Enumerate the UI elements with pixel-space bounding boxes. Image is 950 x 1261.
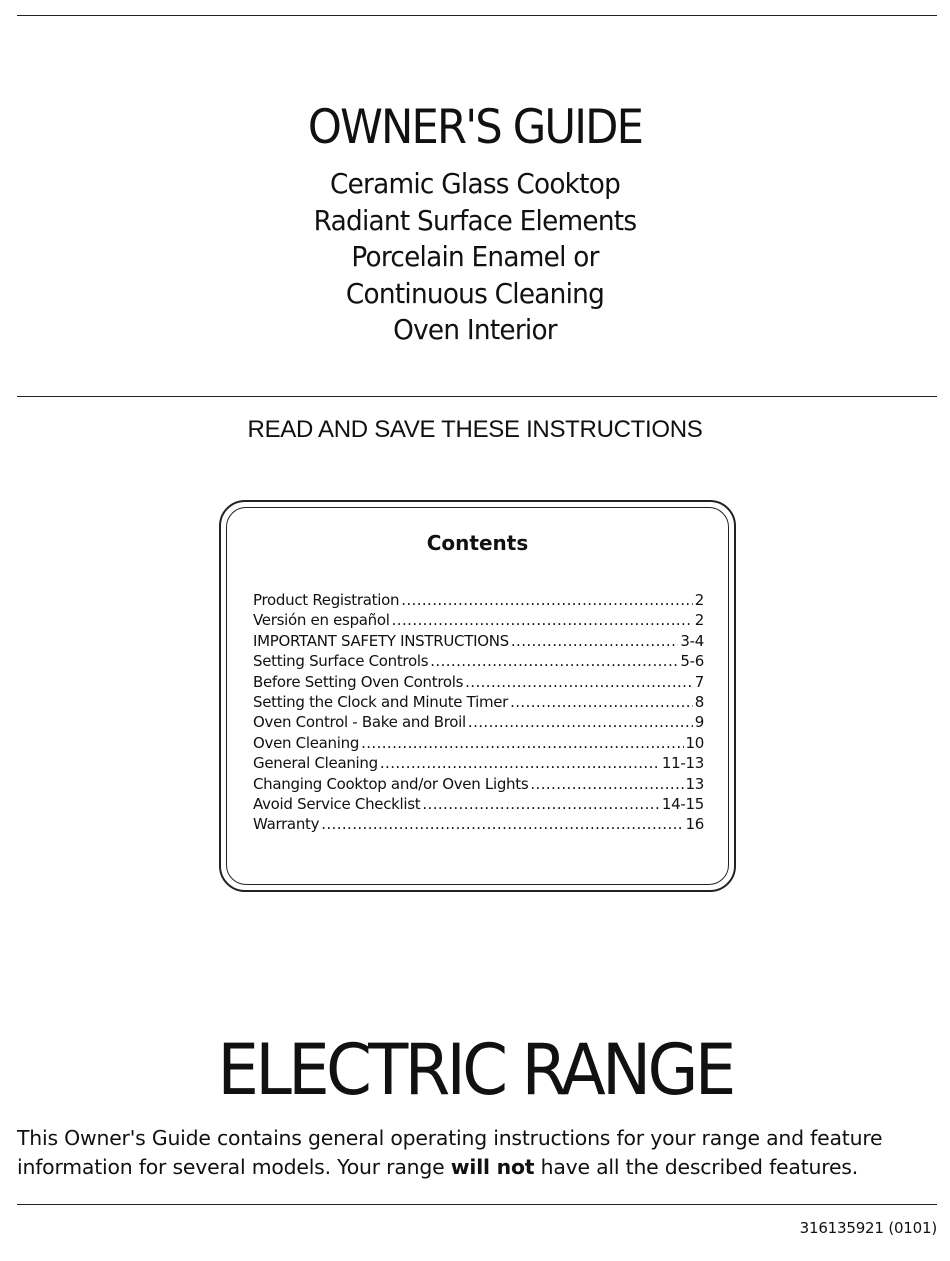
toc-entry-label: Oven Control - Bake and Broil: [253, 713, 466, 732]
toc-entry: [253, 692, 704, 712]
disclaimer-emphasis: will not: [450, 1155, 535, 1179]
guide-title: OWNER'S GUIDE: [307, 100, 643, 155]
toc-entry-label: Changing Cooktop and/or Oven Lights: [253, 774, 529, 793]
read-save-notice: READ AND SAVE THESE INSTRUCTIONS: [247, 416, 703, 443]
table-of-contents: [253, 590, 704, 835]
subtitle-line: Radiant Surface Elements: [313, 203, 637, 237]
toc-entry: [253, 733, 704, 753]
toc-entry-page: 14-15: [661, 794, 704, 813]
toc-leader-dots: [422, 794, 660, 814]
top-divider: [17, 15, 937, 16]
disclaimer-text-part: have all the described features.: [534, 1155, 858, 1179]
toc-entry-page: 11-13: [661, 754, 704, 773]
toc-leader-dots: [465, 672, 693, 692]
toc-entry-page: 3-4: [680, 631, 704, 650]
toc-entry-page: 9: [694, 713, 704, 732]
toc-entry-label: IMPORTANT SAFETY INSTRUCTIONS: [253, 631, 509, 650]
disclaimer-text: [17, 1124, 942, 1182]
toc-leader-dots: [530, 774, 683, 794]
toc-entry-label: Oven Cleaning: [253, 733, 360, 752]
bottom-divider: [17, 1204, 937, 1205]
toc-entry-page: 8: [694, 692, 704, 711]
toc-entry-label: Before Setting Oven Controls: [253, 672, 464, 691]
toc-leader-dots: [511, 631, 679, 651]
toc-entry: [253, 610, 704, 630]
toc-entry-page: 13: [685, 774, 704, 793]
toc-entry-page: 5-6: [680, 652, 704, 671]
toc-entry-label: General Cleaning: [253, 754, 378, 773]
toc-leader-dots: [380, 753, 660, 773]
toc-entry: [253, 794, 704, 814]
subtitle-line: Continuous Cleaning: [345, 276, 605, 310]
subtitle-line: Ceramic Glass Cooktop: [329, 167, 621, 200]
document-number: 316135921 (0101): [799, 1219, 937, 1237]
disclaimer-line: This Owner's Guide contains general operating instructions for your range and feature: [17, 1126, 883, 1150]
toc-entry: [253, 712, 704, 732]
toc-entry-label: Avoid Service Checklist: [253, 794, 421, 813]
toc-entry-page: 10: [685, 733, 704, 752]
toc-entry: [253, 590, 704, 610]
toc-entry-label: Warranty: [253, 815, 320, 834]
toc-entry: [253, 672, 704, 692]
toc-leader-dots: [401, 590, 693, 610]
product-title: ELECTRIC RANGE: [217, 1029, 733, 1111]
toc-entry-page: 16: [685, 815, 704, 834]
contents-heading: Contents: [426, 531, 529, 555]
toc-entry: [253, 774, 704, 794]
disclaimer-line: [17, 1153, 942, 1182]
toc-entry: [253, 753, 704, 773]
middle-divider: [17, 396, 937, 397]
toc-entry-label: Setting Surface Controls: [253, 652, 429, 671]
toc-entry-label: Setting the Clock and Minute Timer: [253, 692, 509, 711]
toc-leader-dots: [392, 610, 693, 630]
toc-entry-label: Product Registration: [253, 591, 400, 609]
toc-entry-page: 2: [694, 591, 704, 609]
toc-entry-page: 7: [694, 672, 704, 691]
guide-subtitle: [0, 166, 950, 349]
toc-entry-label: Versión en español: [253, 611, 390, 630]
toc-leader-dots: [321, 814, 683, 834]
toc-entry: [253, 631, 704, 651]
contents-inner-border: [226, 507, 729, 885]
toc-leader-dots: [510, 692, 693, 712]
subtitle-line: Oven Interior: [393, 313, 557, 347]
toc-leader-dots: [430, 651, 678, 671]
contents-box: [219, 500, 736, 892]
toc-leader-dots: [361, 733, 683, 753]
toc-entry-page: 2: [694, 611, 704, 630]
toc-entry: [253, 651, 704, 671]
disclaimer-text-part: information for several models. Your range: [17, 1155, 451, 1179]
toc-leader-dots: [468, 712, 693, 732]
subtitle-line: Porcelain Enamel or: [351, 240, 599, 274]
toc-entry: [253, 814, 704, 834]
